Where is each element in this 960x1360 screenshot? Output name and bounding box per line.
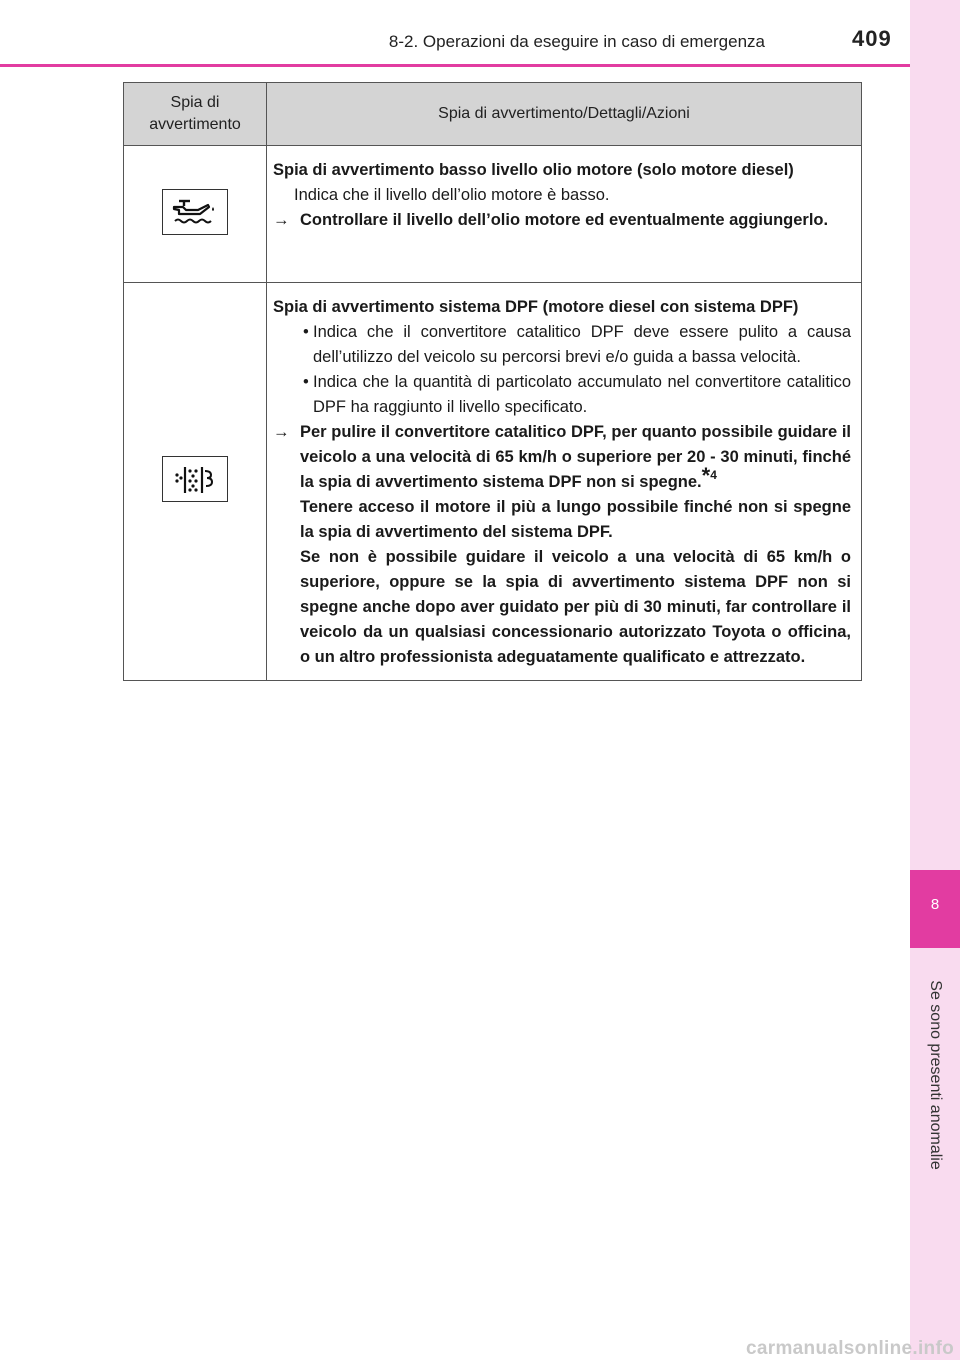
footer-watermark: carmanualsonline.info [746,1338,954,1359]
action-text-1: Per pulire il convertitore catalitico DPF, per quanto possibile guidare il veicolo a una velocità di 65 km/h o superiore per 20 - 30 minuti, finché la spia di avvertimento sistema DPF non si spegne. [300,423,851,491]
bullet-glyph: • [303,373,309,391]
table-row [124,283,862,681]
column-header-details: Spia di avvertimento/Dettagli/Azioni [267,83,862,146]
bullet-glyph: • [303,323,309,341]
chapter-number: 8 [930,896,940,913]
list-item-text: Indica che la quantità di particolato accumulato nel convertitore catalitico DPF ha raggiunto il livello specificato. [313,373,851,416]
header-rule [0,64,910,67]
page-number: 409 [852,26,892,51]
action-paragraph: Tenere acceso il motore il più a lungo possibile finché non si spegne la spia di avvertimento del sistema DPF. [300,498,851,541]
footnote-star: * [701,463,711,488]
chapter-label: Se sono presenti anomalie [927,980,944,1170]
dpf-warning-icon [162,456,228,502]
warning-description: Indica che il livello dell’olio motore è basso. [294,186,610,204]
list-item [273,320,851,370]
action-paragraph [300,420,851,495]
warning-lights-table [123,82,862,681]
warning-title: Spia di avvertimento basso livello olio motore (solo motore diesel) [273,161,794,179]
arrow-icon: → [273,423,290,441]
table-row [124,146,862,283]
action-text [273,420,851,670]
bullet-list [273,320,851,420]
oil-level-warning-icon [162,189,228,235]
action-paragraph: Controllare il livello dell’olio motore ed eventualmente aggiungerlo. [300,211,829,229]
arrow-icon: → [273,211,290,229]
action-paragraph: Se non è possibile guidare il veicolo a una velocità di 65 km/h o superiore, oppure se la spia di avvertimento sistema DPF non si spegne anche dopo aver guidato per più di 30 minuti, far controllare il veicolo da un qualsiasi concessionario autorizzato Toyota o officina, o un altro professionista adeguatamente qualificato e attrezzato. [300,548,851,666]
warning-title: Spia di avvertimento sistema DPF (motore diesel con sistema DPF) [273,298,799,316]
column-header-light: Spia di avvertimento [124,83,267,146]
details-cell [267,146,862,283]
icon-cell [124,283,267,681]
action-text [273,208,851,233]
table-header-row [124,83,862,146]
icon-cell [124,146,267,283]
footnote-number: 4 [710,468,717,482]
list-item-text: Indica che il convertitore catalitico DPF deve essere pulito a causa dell’utilizzo del veicolo su percorsi brevi e/o guida a bassa velocità. [313,323,851,366]
details-cell [267,283,862,681]
list-item [273,370,851,420]
section-title: 8-2. Operazioni da eseguire in caso di emergenza [388,32,765,51]
